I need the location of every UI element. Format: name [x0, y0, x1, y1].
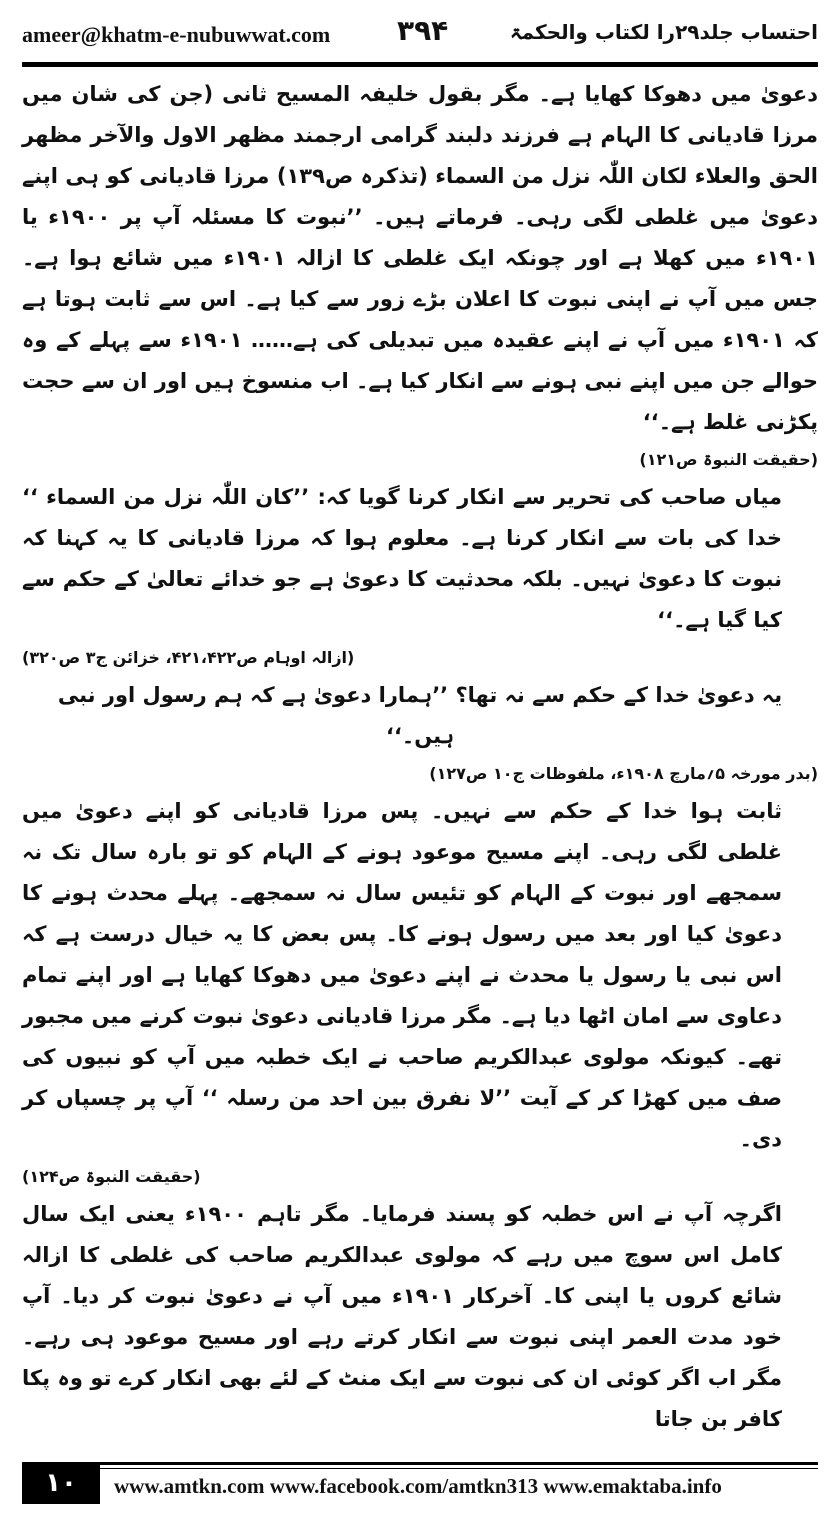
- paragraph-3: یہ دعویٰ خدا کے حکم سے نہ تھا؟ ’’ہمارا دعویٰ ہے کہ ہم رسول اور نبی ہیں۔‘‘: [57, 683, 783, 748]
- citation-4: (حقیقت النبوۃ ص۱۲۴): [22, 1167, 201, 1186]
- paragraph-2: میاں صاحب کی تحریر سے انکار کرنا گویا کہ: ’’کان اللّٰہ نزل من السماء ‘‘ خدا کی بات سے انکار کرنا ہے۔ معلوم ہوا کہ مرزا قادیانی کا یہ کہنا کہ نبوت کا دعویٰ نہیں۔ بلکہ محدثیت کا دعویٰ ہے جو خدائے تعالیٰ کے حکم سے کیا گیا ہے۔‘‘: [22, 485, 782, 632]
- paragraph-4: ثابت ہوا خدا کے حکم سے نہیں۔ پس مرزا قادیانی کو اپنے دعویٰ میں غلطی لگی رہی۔ اپنے مسیح موعود ہونے کے الہام کو تو بارہ سال تک نہ سمجھے اور نبوت کے الہام کو تئیس سال نہ سمجھے۔ پہلے محدث ہونے کا دعویٰ کیا اور بعد میں رسول ہونے کا۔ پس بعض کا یہ خیال درست ہے کہ اس نبی یا رسول یا محدث نے اپنے دعویٰ میں دھوکا کھایا ہے اور اپنے تمام دعاوی سے امان اٹھا دیا ہے۔ مگر مرزا قادیانی دعویٰ نبوت کرنے میں مجبور تھے۔ کیونکہ مولوی عبدالکریم صاحب نے ایک خطبہ میں آپ کو نبیوں کی صف میں کھڑا کر کے آیت ’’لا نفرق بین احد من رسلہ ‘‘ آپ پر چسپاں کر دی۔: [22, 799, 782, 1151]
- footer-page-box: ۱۰: [22, 1462, 100, 1504]
- paragraph-5: اگرچہ آپ نے اس خطبہ کو پسند فرمایا۔ مگر تاہم ۱۹۰۰ء یعنی ایک سال کامل اس سوچ میں رہے کہ مولوی عبدالکریم صاحب کی غلطی کا ازالہ شائع کروں یا اپنی کا۔ آخرکار ۱۹۰۱ء میں آپ نے دعویٰ نبوت کر دیا۔ آپ خود مدت العمر اپنی نبوت سے انکار کرتے رہے اور مسیح موعود ہی رہے۔ مگر اب اگر کوئی ان کی نبوت سے ایک منٹ کے لئے بھی انکار کرے تو وہ پکا کافر بن جاتا: [22, 1202, 783, 1431]
- citation-3: (بدر مورخہ ۵؍مارچ ۱۹۰۸ء، ملفوظات ج۱۰ ص۱۲۷): [429, 764, 818, 783]
- header-rule: [22, 62, 818, 67]
- page-footer: [22, 1462, 818, 1522]
- page-number: ۳۹۴: [397, 14, 449, 47]
- email-address: ameer@khatm-e-nubuwwat.com: [22, 22, 331, 47]
- citation-2: (ازالہ اوہام ص۴۲۱،۴۲۲، خزائن ج۳ ص۳۲۰): [22, 648, 355, 667]
- running-title: احتساب جلد۲۹را لکتاب والحکمۃ: [509, 20, 818, 44]
- page-body: [22, 74, 818, 1454]
- paragraph-1: دعویٰ میں دھوکا کھایا ہے۔ مگر بقول خلیفہ المسیح ثانی (جن کی شان میں مرزا قادیانی کا الہام ہے فرزند دلبند گرامی ارجمند مظھر الاول والآخر مظھر الحق والعلاء لکان اللّٰہ نزل من السماء (تذکرہ ص۱۳۹) مرزا قادیانی کو ہی اپنے دعویٰ میں غلطی لگی رہی۔ فرماتے ہیں۔ ’’نبوت کا مسئلہ آپ پر ۱۹۰۰ء یا ۱۹۰۱ء میں کھلا ہے اور چونکہ ایک غلطی کا ازالہ ۱۹۰۱ء میں شائع ہوا ہے۔ جس میں آپ نے اپنی نبوت کا اعلان بڑے زور سے کیا ہے۔ اس سے ثابت ہوتا ہے کہ ۱۹۰۱ء میں آپ نے اپنے عقیدہ میں تبدیلی کی ہے…… ۱۹۰۱ء سے پہلے کے وہ حوالے جن میں اپنے نبی ہونے سے انکار کیا ہے۔ اب منسوخ ہیں اور ان سے حجت پکڑنی غلط ہے۔‘‘: [22, 82, 818, 434]
- page-header: [22, 12, 818, 60]
- footer-rule: [22, 1462, 818, 1465]
- citation-1: (حقیقت النبوۃ ص۱۲۱): [639, 450, 818, 469]
- footer-rule-thin: [22, 1468, 818, 1469]
- footer-urls[interactable]: www.amtkn.com www.facebook.com/amtkn313 www.emaktaba.info: [114, 1474, 722, 1498]
